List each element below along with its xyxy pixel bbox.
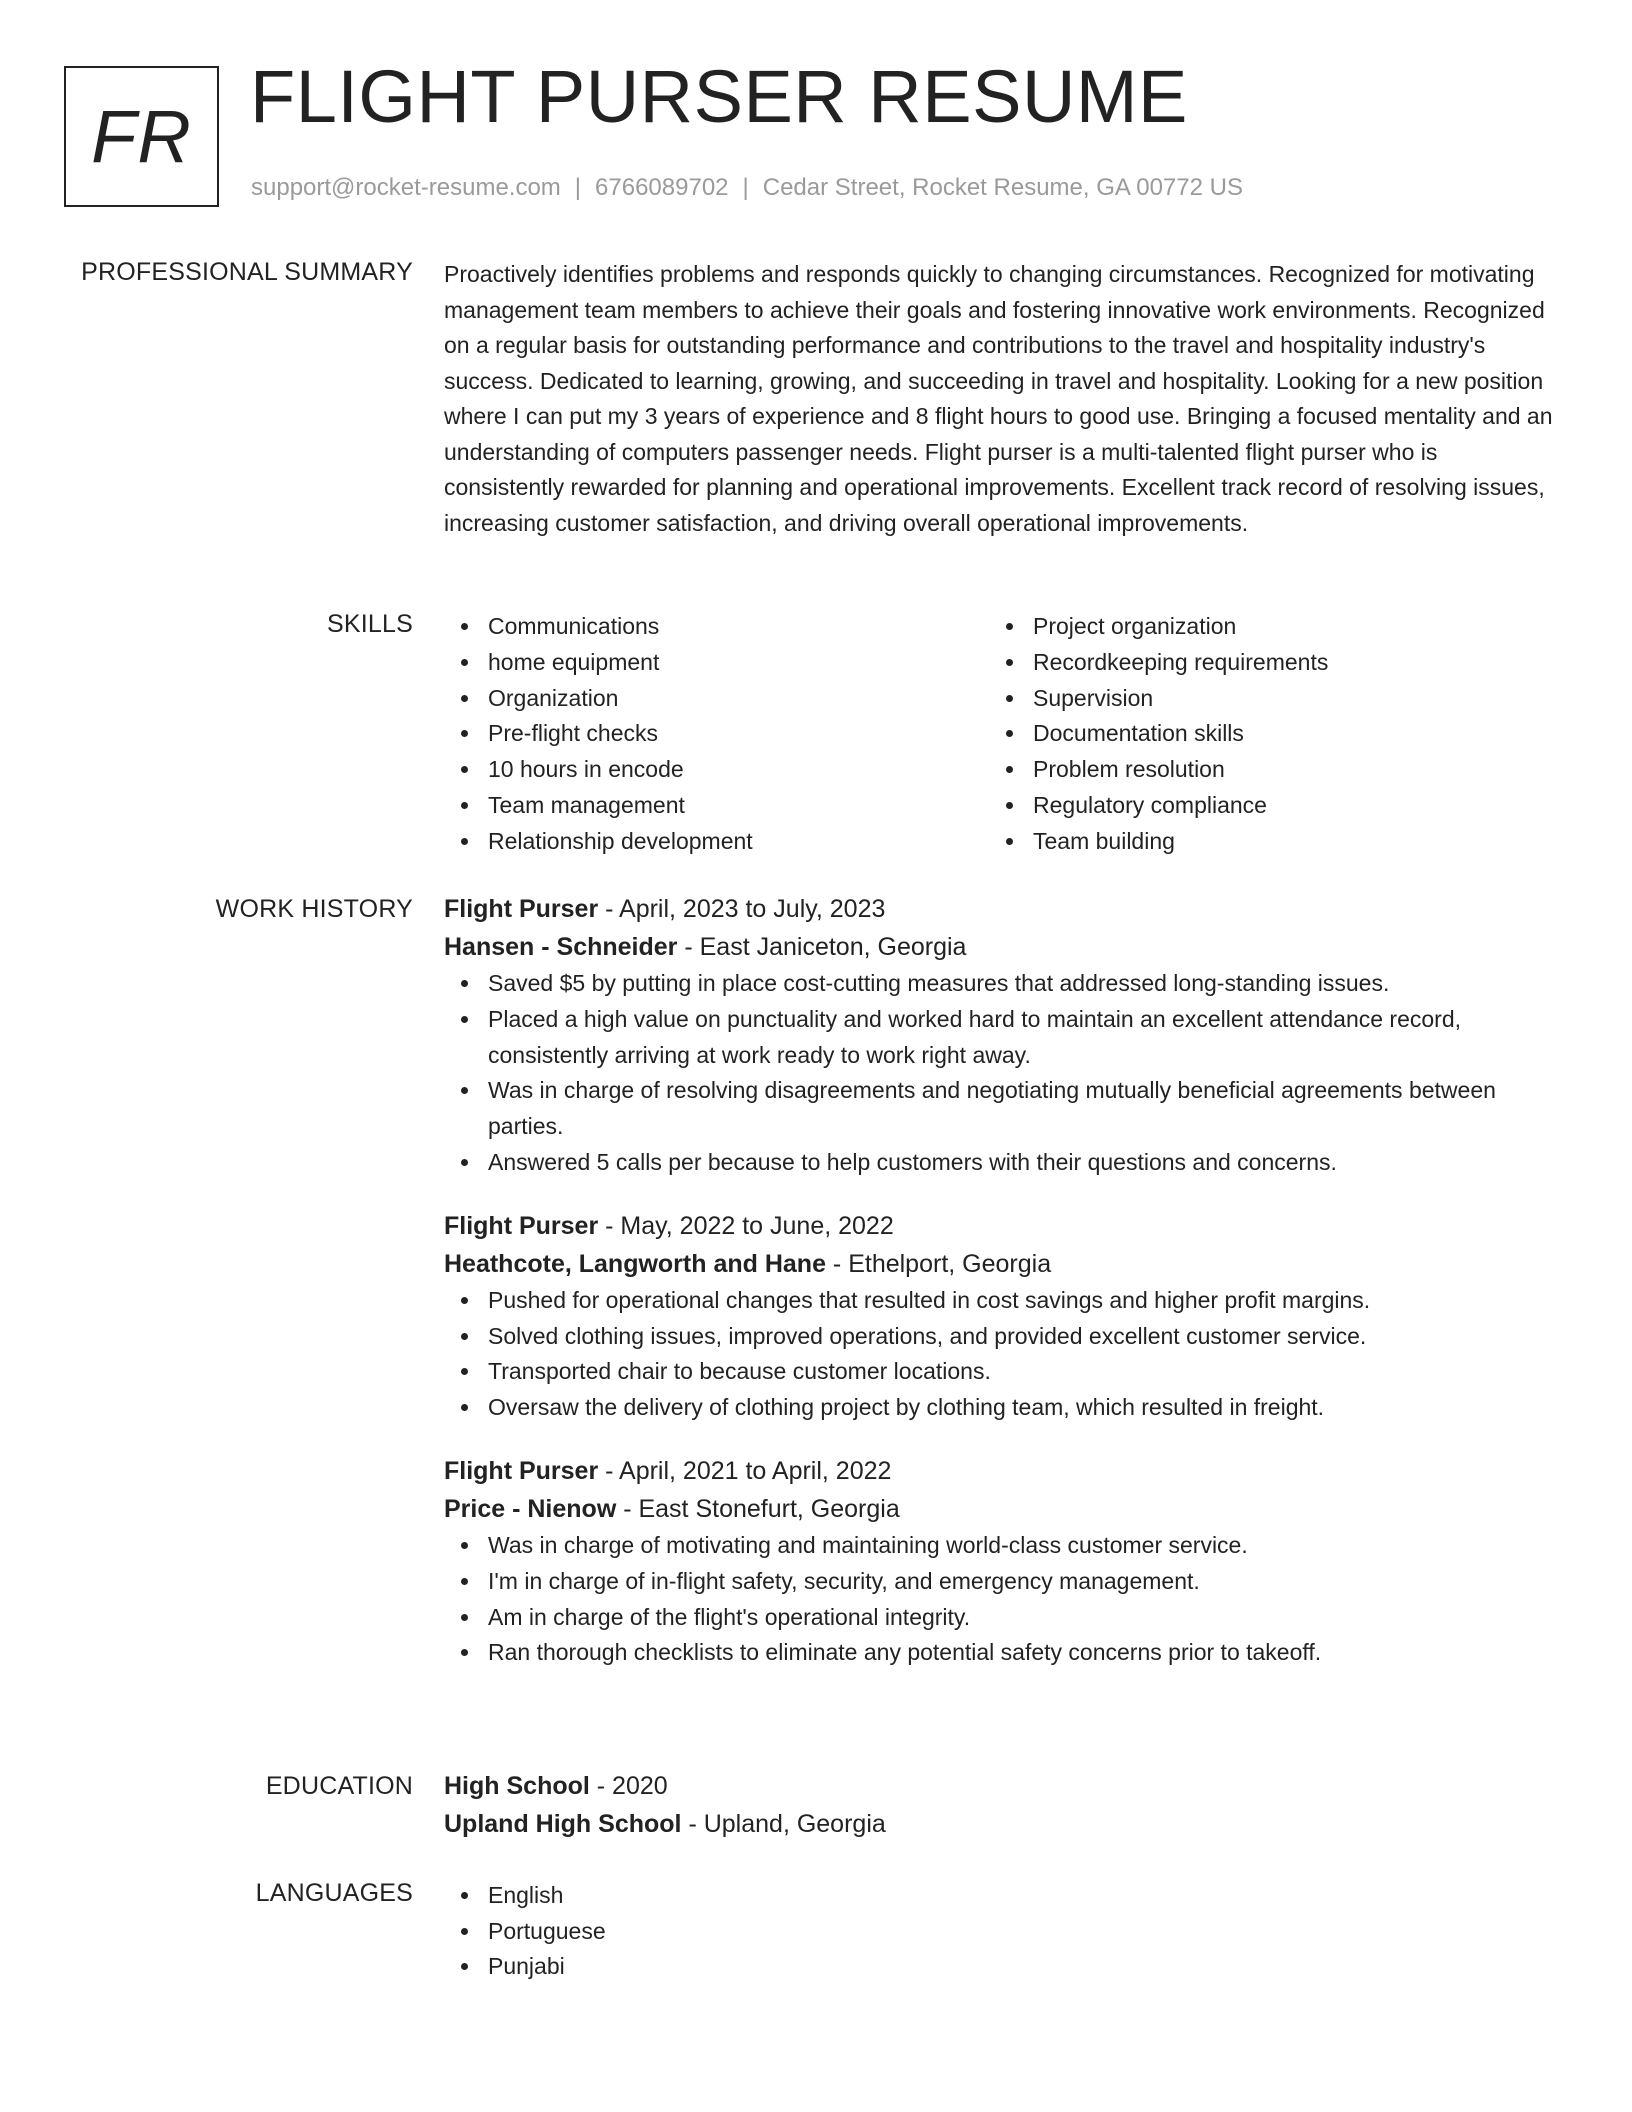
job-duty-item: Saved $5 by putting in place cost-cutting measures that addressed long-standing issues.	[444, 966, 1564, 1002]
job-dates: - April, 2021 to April, 2022	[598, 1456, 892, 1485]
contact-line	[251, 174, 1243, 202]
skill-item: Recordkeeping requirements	[989, 645, 1534, 681]
job-duty-item: Pushed for operational changes that resulted in cost savings and higher profit margins.	[444, 1283, 1564, 1319]
skill-item: Pre-flight checks	[444, 716, 989, 752]
job-duties-list	[444, 966, 1564, 1181]
job-duty-item: Solved clothing issues, improved operations, and provided excellent customer service.	[444, 1319, 1564, 1355]
skills-grid	[444, 609, 1564, 860]
job-company: Hansen - Schneider	[444, 933, 678, 961]
languages-list	[444, 1878, 1564, 1985]
work-history-heading: WORK HISTORY	[215, 895, 413, 923]
job-title: Flight Purser	[444, 1456, 599, 1485]
job-duty-item: Placed a high value on punctuality and worked hard to maintain an excellent attendance record, consistently arriving at work ready to work right away.	[444, 1002, 1564, 1074]
skills-list-left	[444, 609, 989, 860]
skill-item: Documentation skills	[989, 716, 1534, 752]
job-location: - Ethelport, Georgia	[825, 1249, 1052, 1278]
jobs-list	[444, 890, 1564, 1697]
job-title-line	[444, 890, 1564, 928]
job-duties-list	[444, 1528, 1564, 1671]
job-title: Flight Purser	[444, 1211, 599, 1240]
skill-item: Problem resolution	[989, 752, 1534, 788]
skill-item: home equipment	[444, 645, 989, 681]
job-duty-item: Ran thorough checklists to eliminate any potential safety concerns prior to takeoff.	[444, 1635, 1564, 1671]
job-duty-item: Transported chair to because customer locations.	[444, 1354, 1564, 1390]
job-title-line	[444, 1207, 1564, 1245]
job-duty-item: Was in charge of resolving disagreements and negotiating mutually beneficial agreements between parties.	[444, 1073, 1564, 1145]
job-duty-item: Was in charge of motivating and maintaining world-class customer service.	[444, 1528, 1564, 1564]
education-school: Upland High School	[444, 1810, 682, 1838]
job-company-line	[444, 1245, 1564, 1283]
contact-phone: 6766089702	[595, 174, 729, 201]
skills-heading: SKILLS	[327, 610, 413, 638]
education-degree: High School	[444, 1772, 590, 1800]
skill-item: Relationship development	[444, 824, 989, 860]
job-title: Flight Purser	[444, 895, 599, 923]
job-dates: - May, 2022 to June, 2022	[598, 1211, 894, 1240]
resume-title: FLIGHT PURSER RESUME	[250, 55, 1188, 138]
job-duty-item: Answered 5 calls per because to help customers with their questions and concerns.	[444, 1145, 1564, 1181]
job-location: - East Stonefurt, Georgia	[616, 1494, 900, 1523]
contact-separator: |	[742, 174, 749, 201]
skill-item: 10 hours in encode	[444, 752, 989, 788]
language-item: English	[444, 1878, 1564, 1914]
skill-item: Organization	[444, 681, 989, 717]
education-school-line	[444, 1805, 1564, 1843]
job-duty-item: I'm in charge of in-flight safety, security, and emergency management.	[444, 1564, 1564, 1600]
skill-item: Communications	[444, 609, 989, 645]
job-entry	[444, 890, 1564, 1181]
skill-item: Team management	[444, 788, 989, 824]
job-dates: - April, 2023 to July, 2023	[598, 895, 886, 923]
skills-list-right	[989, 609, 1534, 860]
monogram-initials: FR	[91, 95, 192, 178]
monogram-box	[64, 66, 219, 207]
job-entry	[444, 1207, 1564, 1426]
job-company: Heathcote, Langworth and Hane	[444, 1249, 826, 1278]
job-duties-list	[444, 1283, 1564, 1426]
language-item: Punjabi	[444, 1949, 1564, 1985]
summary-heading: PROFESSIONAL SUMMARY	[81, 258, 413, 286]
languages-heading: LANGUAGES	[255, 1879, 413, 1907]
education-year: - 2020	[589, 1772, 668, 1800]
language-item: Portuguese	[444, 1914, 1564, 1950]
skill-item: Regulatory compliance	[989, 788, 1534, 824]
education-degree-line	[444, 1767, 1564, 1805]
job-location: - East Janiceton, Georgia	[677, 933, 967, 961]
education-location: - Upland, Georgia	[681, 1810, 886, 1838]
job-duty-item: Am in charge of the flight's operational integrity.	[444, 1600, 1564, 1636]
job-company-line	[444, 1490, 1564, 1528]
job-company: Price - Nienow	[444, 1494, 617, 1523]
contact-address: Cedar Street, Rocket Resume, GA 00772 US	[762, 174, 1243, 201]
summary-text: Proactively identifies problems and responds quickly to changing circumstances. Recognized for motivating management team members to achieve their goals and fostering innovative work environments. Recognized on a regular basis for outstanding performance and contributions to the travel and hospitality industry's success. Dedicated to learning, growing, and succeeding in travel and hospitality. Looking for a new position where I can put my 3 years of experience and 8 flight hours to good use. Bringing a focused mentality and an understanding of computers passenger needs. Flight purser is a multi-talented flight purser who is consistently rewarded for planning and operational improvements. Excellent track record of resolving issues, increasing customer satisfaction, and driving overall operational improvements.	[444, 261, 1553, 536]
job-duty-item: Oversaw the delivery of clothing project by clothing team, which resulted in freight.	[444, 1390, 1564, 1426]
skill-item: Supervision	[989, 681, 1534, 717]
skill-item: Project organization	[989, 609, 1534, 645]
contact-separator: |	[574, 174, 582, 201]
education-heading: EDUCATION	[265, 1772, 413, 1800]
skill-item: Team building	[989, 824, 1534, 860]
job-company-line	[444, 928, 1564, 966]
job-title-line	[444, 1452, 1564, 1490]
contact-email: support@rocket-resume.com	[251, 174, 561, 201]
job-entry	[444, 1452, 1564, 1671]
